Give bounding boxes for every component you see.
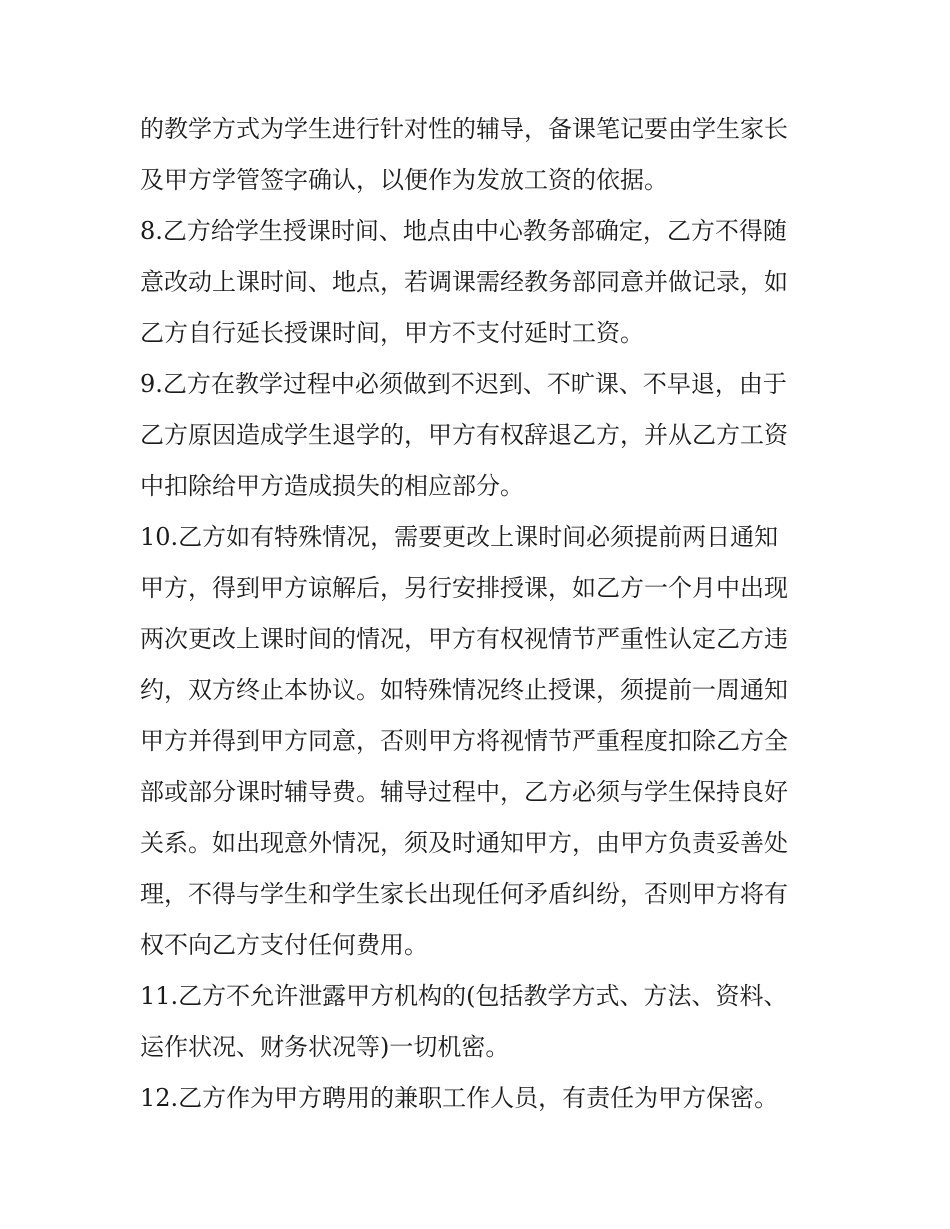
text-line: 运作状况、财务状况等)一切机密。 [140, 1033, 510, 1061]
clause-8-line: 8.乙方给学生授课时间、地点由中心教务部确定，乙方不得随 [140, 217, 787, 245]
text-line: 约，双方终止本协议。如特殊情况终止授课，须提前一周通知 [140, 676, 788, 704]
clause-11-line: 11.乙方不允许泄露甲方机构的(包括教学方式、方法、资料、 [140, 982, 788, 1010]
text-line: 中扣除给甲方造成损失的相应部分。 [140, 472, 524, 500]
document-body [140, 104, 820, 1124]
clause-12-line: 12.乙方作为甲方聘用的兼职工作人员，有责任为甲方保密。 [140, 1084, 779, 1112]
text-line: 乙方原因造成学生退学的，甲方有权辞退乙方，并从乙方工资 [140, 421, 788, 449]
text-line: 甲方，得到甲方谅解后，另行安排授课，如乙方一个月中出现 [140, 574, 788, 602]
text-line: 权不向乙方支付任何费用。 [140, 931, 428, 959]
text-line: 甲方并得到甲方同意，否则甲方将视情节严重程度扣除乙方全 [140, 727, 788, 755]
text-line: 意改动上课时间、地点，若调课需经教务部同意并做记录，如 [140, 268, 788, 296]
text-line: 两次更改上课时间的情况，甲方有权视情节严重性认定乙方违 [140, 625, 788, 653]
clause-9-line: 9.乙方在教学过程中必须做到不迟到、不旷课、不早退，由于 [140, 370, 787, 398]
text-line: 理，不得与学生和学生家长出现任何矛盾纠纷，否则甲方将有 [140, 880, 788, 908]
text-line: 乙方自行延长授课时间，甲方不支付延时工资。 [140, 319, 644, 347]
text-line: 的教学方式为学生进行针对性的辅导，备课笔记要由学生家长 [140, 115, 788, 143]
text-line: 部或部分课时辅导费。辅导过程中，乙方必须与学生保持良好 [140, 778, 788, 806]
text-line: 关系。如出现意外情况，须及时通知甲方，由甲方负责妥善处 [140, 829, 788, 857]
text-line: 及甲方学管签字确认，以便作为发放工资的依据。 [140, 166, 668, 194]
clause-10-line: 10.乙方如有特殊情况，需要更改上课时间必须提前两日通知 [140, 523, 779, 551]
